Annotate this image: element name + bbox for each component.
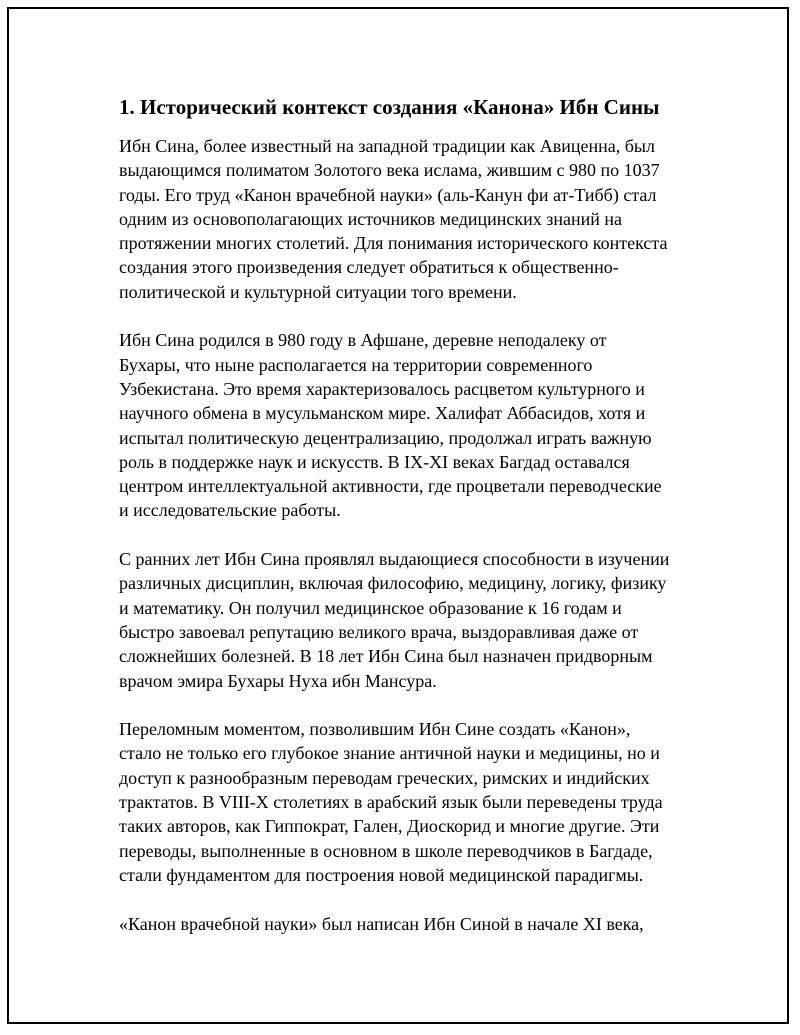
document-page (7, 7, 789, 1024)
paragraph-1 (119, 134, 701, 304)
paragraph-3 (119, 547, 701, 693)
paragraph-line: трактатов. В VIII-X столетиях в арабский язык были переведены труда (119, 792, 663, 813)
paragraph-line: выдающимся полиматом Золотого века ислама, жившим с 980 по 1037 (119, 160, 660, 181)
paragraph-line: Переломным моментом, позволившим Ибн Сине создать «Канон», (119, 719, 631, 740)
paragraph-line: стало не только его глубокое знание античной науки и медицины, но и (119, 743, 660, 764)
paragraph-line: Ибн Сина родился в 980 году в Афшане, деревне неподалеку от (119, 330, 607, 351)
paragraph-line: Узбекистана. Это время характеризовалось расцветом культурного и (119, 378, 645, 399)
paragraph-line: стали фундаментом для построения новой медицинской парадигмы. (119, 864, 644, 885)
paragraph-2 (119, 328, 701, 522)
paragraph-line: С ранних лет Ибн Сина проявлял выдающиеся способности в изучении (119, 549, 670, 570)
paragraph-line: испытал политическую децентрализацию, продолжал играть важную (119, 427, 652, 448)
paragraph-line: научного обмена в мусульманском мире. Халифат Аббасидов, хотя и (119, 403, 646, 424)
paragraph-4 (119, 717, 701, 887)
paragraph-line: Бухары, что ныне располагается на территории современного (119, 354, 593, 375)
paragraph-line: роль в поддержке наук и искусств. В IX-XI веках Багдад оставался (119, 451, 630, 472)
paragraph-line: врачом эмира Бухары Нуха ибн Мансура. (119, 670, 437, 691)
paragraph-line: годы. Его труд «Канон врачебной науки» (аль-Канун фи ат-Тибб) стал (119, 184, 657, 205)
document-body (119, 95, 701, 960)
paragraph-line: и исследовательские работы. (119, 500, 341, 521)
paragraph-line: переводы, выполненные в основном в школе переводчиков в Багдаде, (119, 840, 653, 861)
paragraph-5 (119, 912, 701, 936)
paragraph-line: политической и культурной ситуации того времени. (119, 281, 517, 302)
paragraph-line: таких авторов, как Гиппократ, Гален, Диоскорид и многие другие. Эти (119, 816, 660, 837)
paragraph-line: доступ к разнообразным переводам греческих, римских и индийских (119, 767, 650, 788)
paragraph-line: Ибн Сина, более известный на западной традиции как Авиценна, был (119, 136, 655, 156)
paragraph-line: создания этого произведения следует обратиться к общественно- (119, 257, 619, 278)
paragraph-line: и математику. Он получил медицинское образование к 16 годам и (119, 597, 622, 618)
paragraph-line: протяжении многих столетий. Для понимания исторического контекста (119, 233, 668, 254)
paragraph-line: сложнейших болезней. В 18 лет Ибн Сина был назначен придворным (119, 646, 653, 667)
paragraph-line: «Канон врачебной науки» был написан Ибн Синой в начале XI века, (119, 913, 644, 934)
paragraph-line: быстро завоевал репутацию великого врача, выздоравливая даже от (119, 621, 639, 642)
section-heading: 1. Исторический контекст создания «Канона» Ибн Сины (119, 95, 660, 119)
paragraph-line: различных дисциплин, включая философию, медицину, логику, физику (119, 573, 667, 594)
paragraph-line: одним из основополагающих источников медицинских знаний на (119, 208, 623, 229)
paragraph-line: центром интеллектуальной активности, где процветали переводческие (119, 476, 662, 497)
